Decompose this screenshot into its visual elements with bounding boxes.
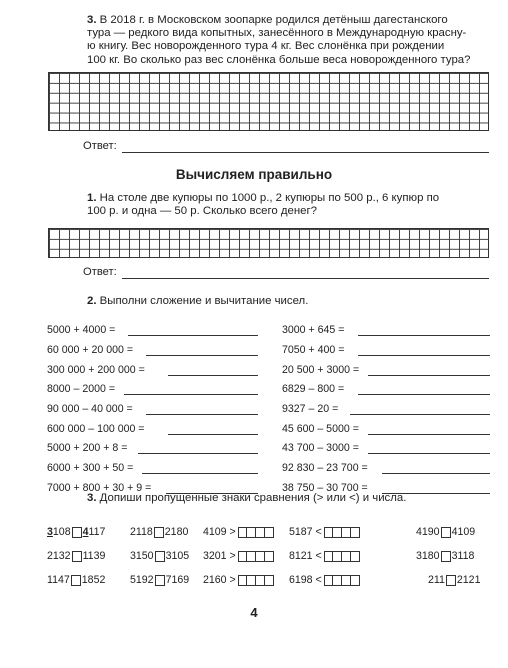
- comparison-item: 3 108 4 117: [47, 526, 106, 538]
- number-boxes[interactable]: [238, 551, 274, 562]
- comparison-item: 3180 3118: [416, 550, 475, 562]
- number-boxes[interactable]: [324, 551, 360, 562]
- number-boxes[interactable]: [238, 575, 274, 586]
- answer-line[interactable]: [122, 152, 489, 153]
- answer-label: Ответ:: [83, 140, 117, 152]
- expression: 43 700 – 3000 =: [282, 442, 359, 454]
- answer-line[interactable]: [368, 453, 490, 454]
- expression: 8000 – 2000 =: [47, 383, 116, 395]
- answer-line[interactable]: [358, 394, 490, 395]
- filled-digit: 3: [47, 526, 53, 538]
- task-number: 3.: [87, 14, 97, 26]
- answer-line[interactable]: [128, 335, 258, 336]
- expression: 3000 + 645 =: [282, 324, 345, 336]
- task-3-bottom-text: 3. Допиши пропущенные знаки сравнения (> или <) и числа.: [87, 492, 407, 504]
- answer-line[interactable]: [122, 278, 489, 279]
- expression: 9327 – 20 =: [282, 403, 339, 415]
- task-number: 3.: [87, 492, 97, 504]
- task-1-line-1: 1. На столе две купюры по 1000 р., 2 купюры по 500 р., 6 купюр по: [87, 192, 440, 204]
- task-3-top-line-4: 100 кг. Во сколько раз вес слонёнка больше веса новорожденного тура?: [87, 53, 471, 66]
- expression: 45 600 – 5000 =: [282, 423, 359, 435]
- comparison-item: 4109 >: [203, 526, 274, 538]
- comparison-item: 2118 2180: [130, 526, 189, 538]
- answer-label: Ответ:: [83, 266, 117, 278]
- filled-digit: 4: [82, 526, 89, 538]
- number-boxes[interactable]: [324, 527, 360, 538]
- comparison-item: 4190 4109: [416, 526, 476, 538]
- answer-line[interactable]: [350, 414, 490, 415]
- sign-box[interactable]: [154, 527, 164, 538]
- sign-box[interactable]: [441, 551, 451, 562]
- answer-line[interactable]: [124, 394, 258, 395]
- answer-line[interactable]: [168, 434, 258, 435]
- answer-line[interactable]: [368, 434, 490, 435]
- sign-box[interactable]: [72, 527, 82, 538]
- answer-line[interactable]: [168, 375, 258, 376]
- task-1-line-2: 100 р. и одна — 50 р. Сколько всего денег?: [87, 205, 318, 218]
- expression: 38 750 – 30 700 =: [282, 482, 368, 494]
- expression: 6000 + 300 + 50 =: [47, 462, 134, 474]
- sign-box[interactable]: [72, 551, 82, 562]
- task-1-grid[interactable]: [48, 228, 489, 258]
- answer-line[interactable]: [142, 473, 258, 474]
- expression: 90 000 – 40 000 =: [47, 403, 133, 415]
- task-number: 2.: [87, 295, 97, 307]
- section-title: Вычисляем правильно: [175, 167, 333, 182]
- comparison-item: 211 2121: [428, 574, 481, 586]
- comparison-item: 2132 1139: [47, 550, 106, 562]
- answer-line[interactable]: [358, 335, 490, 336]
- sign-box[interactable]: [446, 575, 456, 586]
- task-1-text: [87, 192, 495, 218]
- sign-box[interactable]: [71, 575, 81, 586]
- expression: 60 000 + 20 000 =: [47, 344, 134, 356]
- sign-box[interactable]: [155, 575, 165, 586]
- task-3-top-line-1: 3. В 2018 г. в Московском зоопарке родился детёныш дагестанского: [87, 14, 448, 26]
- comparison-item: 2160 >: [203, 574, 274, 586]
- answer-line[interactable]: [382, 473, 490, 474]
- task-3-top-line-2: тура — редкого вида копытных, занесённого в Международную красну-: [87, 27, 467, 40]
- expression: 6829 – 800 =: [282, 383, 345, 395]
- expression: 600 000 – 100 000 =: [47, 423, 145, 435]
- task-2-text: 2. Выполни сложение и вычитание чисел.: [87, 295, 309, 307]
- answer-line[interactable]: [146, 414, 258, 415]
- number-boxes[interactable]: [324, 575, 360, 586]
- comparison-item: 3201 >: [203, 550, 274, 562]
- answer-line[interactable]: [368, 375, 490, 376]
- comparison-item: 1147 1852: [47, 574, 106, 586]
- task-3-top-text: [87, 14, 495, 67]
- answer-line[interactable]: [138, 453, 258, 454]
- comparison-item: 5192 7169: [130, 574, 190, 586]
- comparison-item: 5187 <: [289, 526, 360, 538]
- expression: 7050 + 400 =: [282, 344, 345, 356]
- task-number: 1.: [87, 192, 97, 204]
- comparison-item: 8121 <: [289, 550, 360, 562]
- answer-line[interactable]: [146, 355, 258, 356]
- expression: 5000 + 4000 =: [47, 324, 116, 336]
- expression: 20 500 + 3000 =: [282, 364, 360, 376]
- page-number: 4: [250, 605, 258, 620]
- task-3-top-line-3: ю книгу. Вес новорожденного тура 4 кг. Вес слонёнка при рождении: [87, 40, 445, 53]
- expression: 92 830 – 23 700 =: [282, 462, 368, 474]
- task-3-top-grid[interactable]: [48, 72, 489, 131]
- comparison-item: 3150 3105: [130, 550, 190, 562]
- answer-line[interactable]: [358, 355, 490, 356]
- expression: 7000 + 800 + 30 + 9 =: [47, 482, 152, 494]
- expression: 300 000 + 200 000 =: [47, 364, 145, 376]
- sign-box[interactable]: [155, 551, 165, 562]
- comparison-item: 6198 <: [289, 574, 360, 586]
- expression: 5000 + 200 + 8 =: [47, 442, 128, 454]
- sign-box[interactable]: [441, 527, 451, 538]
- number-boxes[interactable]: [238, 527, 274, 538]
